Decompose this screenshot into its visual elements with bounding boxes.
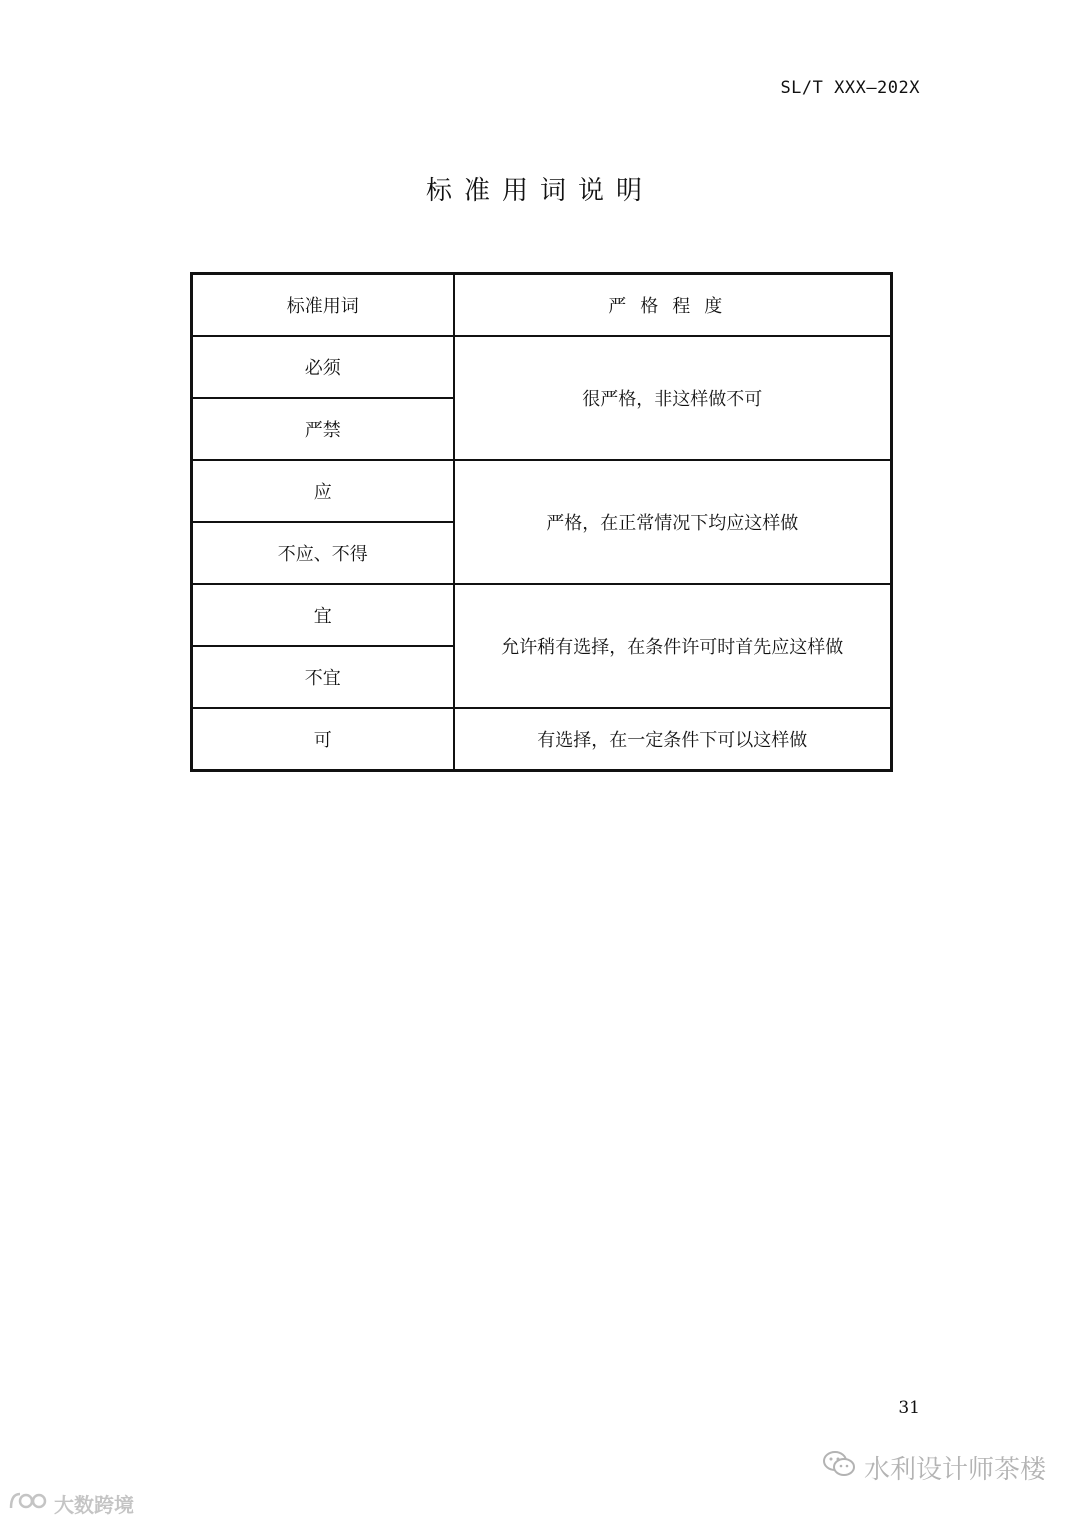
standard-terms-table bbox=[190, 272, 893, 772]
strictness-cell: 严格，在正常情况下均应这样做 bbox=[454, 460, 892, 584]
brand-logo-icon bbox=[8, 1490, 48, 1517]
page-number: 31 bbox=[898, 1398, 920, 1418]
header-strictness: 严格程度 bbox=[454, 274, 892, 337]
watermark-right-text: 水利设计师茶楼 bbox=[863, 1455, 1046, 1485]
page-title: 标准用词说明 bbox=[425, 176, 654, 206]
table-row bbox=[192, 584, 892, 646]
term-cell: 应 bbox=[192, 460, 454, 522]
watermark-right bbox=[822, 1449, 1046, 1486]
strictness-cell: 允许稍有选择，在条件许可时首先应这样做 bbox=[454, 584, 892, 708]
header-term: 标准用词 bbox=[192, 274, 454, 337]
term-cell: 严禁 bbox=[192, 398, 454, 460]
watermark-left-text: 大数跨境 bbox=[54, 1493, 134, 1517]
strictness-cell: 很严格，非这样做不可 bbox=[454, 336, 892, 460]
strictness-cell: 有选择，在一定条件下可以这样做 bbox=[454, 708, 892, 771]
term-cell: 不宜 bbox=[192, 646, 454, 708]
table-row bbox=[192, 460, 892, 522]
table-header-row bbox=[192, 274, 892, 337]
table-row bbox=[192, 336, 892, 398]
watermark-left bbox=[8, 1489, 134, 1518]
standard-code: SL/T XXX—202X bbox=[780, 78, 920, 98]
term-cell: 可 bbox=[192, 708, 454, 771]
term-cell: 不应、不得 bbox=[192, 522, 454, 584]
term-cell: 必须 bbox=[192, 336, 454, 398]
table-row bbox=[192, 708, 892, 771]
term-cell: 宜 bbox=[192, 584, 454, 646]
wechat-icon bbox=[822, 1450, 856, 1485]
